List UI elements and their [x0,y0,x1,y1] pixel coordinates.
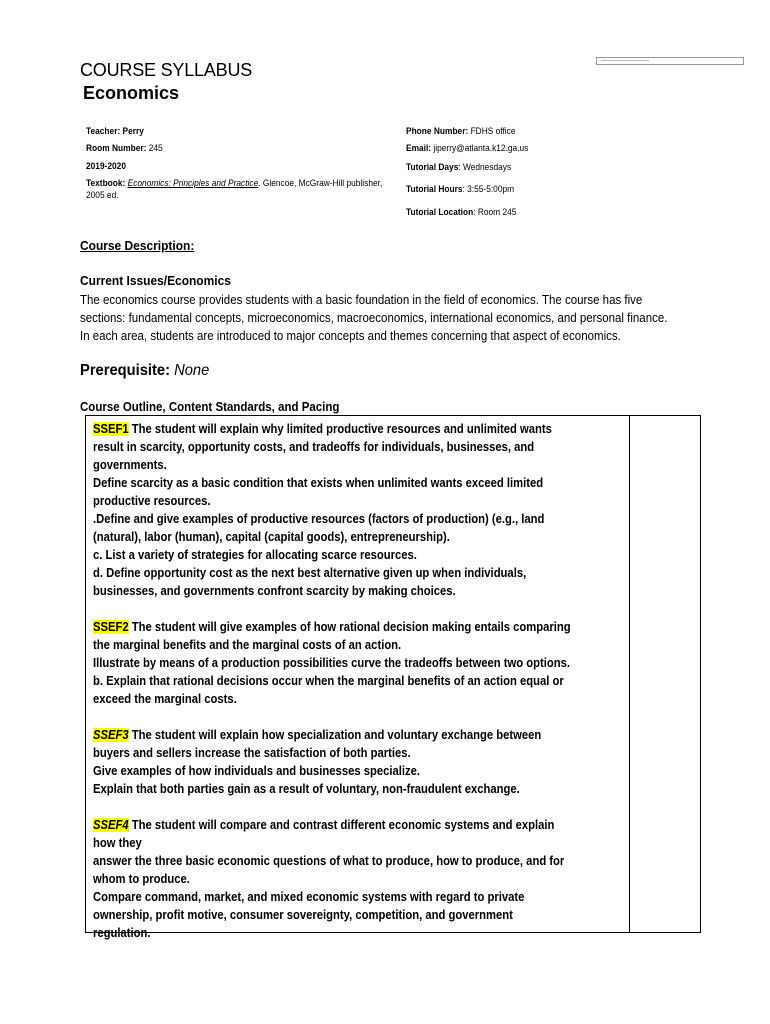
course-description-subheading: Current Issues/Economics [80,273,231,288]
standard-block-ssef4 [93,816,631,942]
tutorial-location-label: Tutorial Location [406,207,474,218]
standard-line [93,744,631,762]
email-label: Email: [406,143,432,154]
standard-text: c. List a variety of strategies for allocating scarce resources. [93,548,417,562]
standard-text: d. Define opportunity cost as the next best alternative given up when individuals, [93,566,527,580]
prerequisite-label: Prerequisite: [80,362,170,379]
email-line [406,143,528,154]
standard-text: the marginal benefits and the marginal costs of an action. [93,638,402,652]
standard-line [93,456,631,474]
prerequisite-value: None [174,362,210,379]
textbook-line [86,178,385,202]
header-form-line [601,60,649,61]
standard-line [93,870,631,888]
standard-text: b. Explain that rational decisions occur when the marginal benefits of an action equal or [93,674,564,688]
standard-code: SSEF4 [93,818,129,832]
phone-value: FDHS office [470,126,516,137]
standard-text: buyers and sellers increase the satisfaction of both parties. [93,746,411,760]
standard-line [93,564,631,582]
standard-text: (natural), labor (human), capital (capital goods), entrepreneurship). [93,530,450,544]
standard-block-ssef1 [93,420,631,600]
standard-line [93,852,631,870]
standard-line [93,636,631,654]
room-value: 245 [148,143,163,154]
standard-line [93,762,631,780]
standard-line [93,816,631,834]
standard-text: The student will explain how specialization and voluntary exchange between [128,728,542,742]
header-form-box [596,57,744,65]
standard-text: The student will explain why limited productive resources and unlimited wants [128,422,552,436]
standard-block-ssef2 [93,618,631,708]
standard-code: SSEF2 [93,620,129,634]
standard-line [93,618,631,636]
standard-text: ownership, profit motive, consumer sovereignty, competition, and government [93,908,513,922]
course-description-colon: : [190,238,195,253]
teacher-value: Perry [122,126,144,137]
standard-line [93,726,631,744]
standards-table [85,415,701,940]
tutorial-hours-label: Tutorial Hours [406,184,463,195]
tutorial-location-value: : Room 245 [473,207,517,218]
standard-line [93,888,631,906]
course-description-heading [80,238,194,253]
standard-line [93,906,631,924]
standard-line [93,546,631,564]
textbook-title: Economics: Principles and Practice [127,178,259,189]
standard-text: answer the three basic economic questions of what to produce, how to produce, and for [93,854,565,868]
course-outline-heading: Course Outline, Content Standards, and Pacing [80,400,340,414]
standard-text: .Define and give examples of productive resources (factors of production) (e.g., land [93,512,545,526]
standard-line [93,690,631,708]
teacher-line [86,126,144,137]
course-description-body: The economics course provides students with a basic foundation in the field of economics. The course has five sections: fundamental concepts, microeconomics, macroeconomics, international economics, and personal finance. In each area, students are introduced to major concepts and themes concerning that aspect of economics. [80,293,668,343]
standard-text: result in scarcity, opportunity costs, and tradeoffs for individuals, businesses, and [93,440,535,454]
standard-text: The student will give examples of how rational decision making entails comparing [128,620,571,634]
standard-text: Illustrate by means of a production possibilities curve the tradeoffs between two options. [93,656,570,670]
teacher-label: Teacher: [86,126,121,137]
tutorial-hours-value: : 3:55-5:00pm [462,184,515,195]
standard-line [93,528,631,546]
document-title: COURSE SYLLABUS [80,60,253,80]
textbook-label: Textbook: [86,178,126,189]
standard-text: Explain that both parties gain as a result of voluntary, non-fraudulent exchange. [93,782,520,796]
phone-line [406,126,515,137]
standard-line [93,780,631,798]
standard-code: SSEF3 [93,728,129,742]
school-year-value: 2019-2020 [86,161,126,172]
prerequisite-line [80,362,209,380]
standard-code: SSEF1 [93,422,129,436]
tutorial-hours-line [406,184,514,195]
phone-label: Phone Number: [406,126,469,137]
course-description-heading-text: Course Description [80,238,191,253]
standard-line [93,672,631,690]
standard-line [93,438,631,456]
school-year [86,161,126,172]
email-value: jiperry@atlanta.k12.ga.us [433,143,529,154]
standard-line [93,924,631,942]
standard-text: The student will compare and contrast different economic systems and explain [128,818,555,832]
standard-text: Give examples of how individuals and businesses specialize. [93,764,420,778]
course-name: Economics [83,83,180,103]
standard-line [93,654,631,672]
standard-line [93,420,631,438]
tutorial-location-line [406,207,516,218]
standard-text: how they [93,836,142,850]
standard-line [93,834,631,852]
standard-block-ssef3 [93,726,631,798]
standard-line [93,582,631,600]
standard-text: whom to produce. [93,872,190,886]
room-line [86,143,163,154]
standard-line [93,510,631,528]
standard-text: businesses, and governments confront scarcity by making choices. [93,584,456,598]
standard-line [93,474,631,492]
standard-text: governments. [93,458,167,472]
tutorial-days-value: : Wednesdays [458,162,512,173]
standards-cell [93,420,631,960]
standard-text: Compare command, market, and mixed economic systems with regard to private [93,890,525,904]
standard-line [93,492,631,510]
tutorial-days-label: Tutorial Days [406,162,459,173]
tutorial-days-line [406,162,511,173]
textbook-publisher: . Glencoe, McGraw-Hill publisher, 2005 ed. [86,178,383,201]
standard-text: productive resources. [93,494,211,508]
standard-text: exceed the marginal costs. [93,692,237,706]
standard-text: Define scarcity as a basic condition that exists when unlimited wants exceed limited [93,476,544,490]
room-label: Room Number: [86,143,147,154]
standard-text: regulation. [93,926,151,940]
